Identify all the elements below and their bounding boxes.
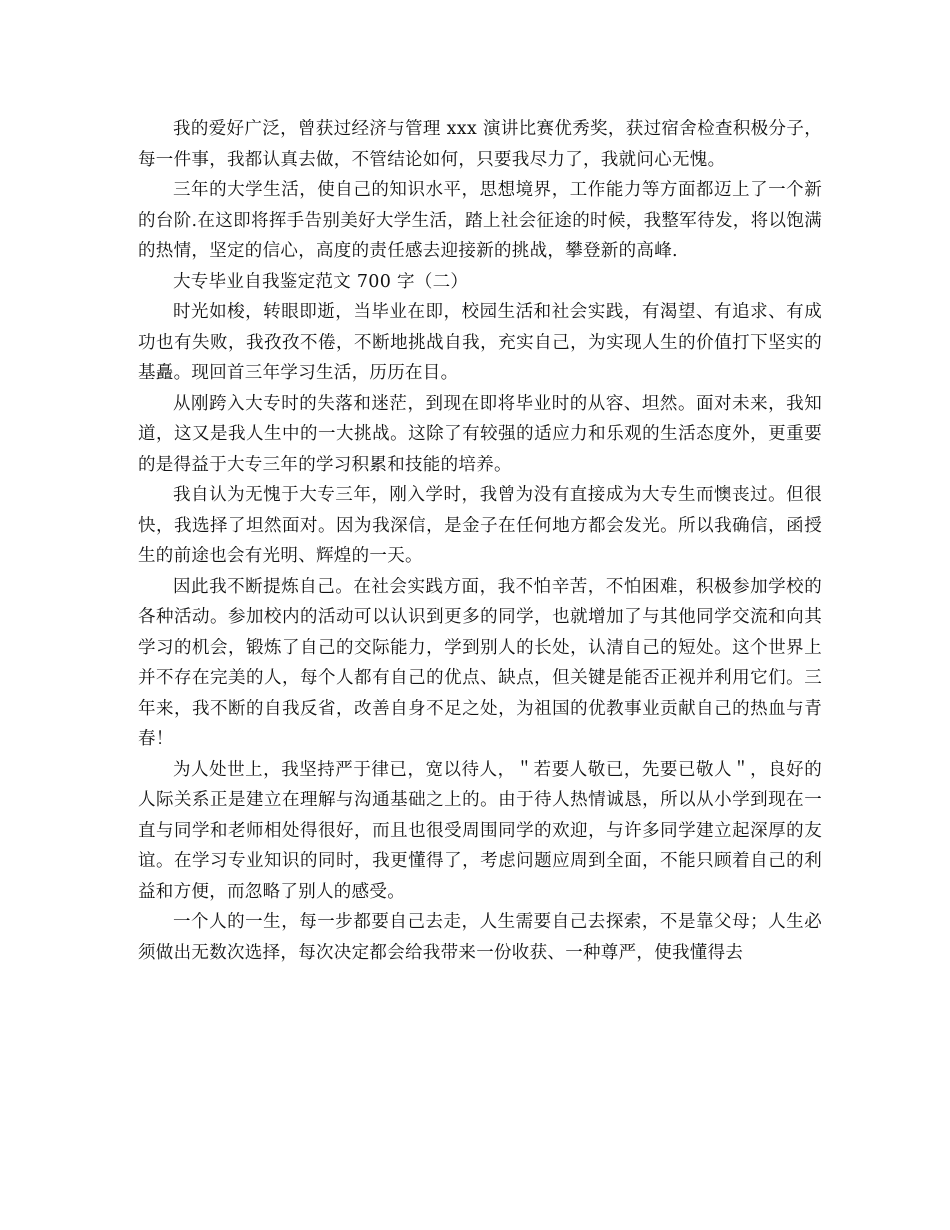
section-heading: 大专毕业自我鉴定范文 700 字（二）: [173, 271, 469, 292]
paragraph-interpersonal: 为人处世上，我坚持严于律已，宽以待人，＂若要人敬已，先要已敬人＂，良好的人际关系正是建立在理解与沟通基础之上的。由于待人热情诚恳，所以从小学到现在一直与同学和老师相处得很好，而且也很受周围同学的欢迎，与许多同学建立起深厚的友谊。在学习专业知识的同时，我更懂得了，考虑问题应周到全面，不能只顾着自己的利益和方便，而忽略了别人的感受。: [138, 759, 822, 902]
paragraph-three-years: 三年的大学生活，使自己的知识水平，思想境界，工作能力等方面都迈上了一个新的台阶.在这即将挥手告别美好大学生活，踏上社会征途的时候，我整军待发，将以饱满的热情，坚定的信心，高度的责任感去迎接新的挑战，攀登新的高峰.: [138, 180, 822, 261]
document-body: [138, 114, 822, 968]
paragraph-life-choices: 一个人的一生，每一步都要自己去走，人生需要自己去探索，不是靠父母；人生必须做出无数次选择，每次决定都会给我带来一份收获、一种尊严，使我懂得去: [138, 912, 822, 963]
paragraph-hobbies: 我的爱好广泛，曾获过经济与管理 xxx 演讲比赛优秀奖，获过宿舍检查积极分子，每一件事，我都认真去做，不管结论如何，只要我尽力了，我就问心无愧。: [138, 119, 822, 170]
paragraph-from-lost-to-calm: 从刚跨入大专时的失落和迷茫，到现在即将毕业时的从容、坦然。面对未来，我知道，这又是我人生中的一大挑战。这除了有较强的适应力和乐观的生活态度外，更重要的是得益于大专三年的学习积累和技能的培养。: [138, 393, 822, 475]
paragraph-time-flies: 时光如梭，转眼即逝，当毕业在即，校园生活和社会实践，有渴望、有追求、有成功也有失败，我孜孜不倦，不断地挑战自我，充实自己，为实现人生的价值打下坚实的基矗。现回首三年学习生活，历历在目。: [138, 302, 822, 383]
paragraph-no-regret: 我自认为无愧于大专三年，刚入学时，我曾为没有直接成为大专生而懊丧过。但很快，我选择了坦然面对。因为我深信，是金子在任何地方都会发光。所以我确信，函授生的前途也会有光明、辉煌的一天。: [138, 485, 822, 566]
paragraph-self-improvement: 因此我不断提炼自己。在社会实践方面，我不怕辛苦，不怕困难，积极参加学校的各种活动。参加校内的活动可以认识到更多的同学，也就增加了与其他同学交流和向其学习的机会，锻炼了自己的交际能力，学到别人的长处，认清自己的短处。这个世界上并不存在完美的人，每个人都有自己的优点、缺点，但关键是能否正视并利用它们。三年来，我不断的自我反省，改善自身不足之处，为祖国的优教事业贡献自己的热血与青春！: [138, 576, 822, 749]
